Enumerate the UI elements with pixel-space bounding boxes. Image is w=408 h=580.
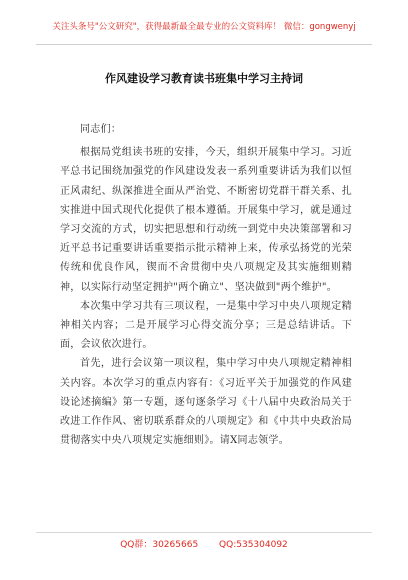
- paragraph: 首先，进行会议第一项议程，集中学习中央八项规定精神相关内容。本次学习的重点内容有：《习近平关于加强党的作风建设论述摘编》第一专题，逐句逐条学习《十八届中央政治局关于改进工作作风、密切联系群众的八项规定》和《中共中央政治局贯彻落实中央八项规定实施细则》。请X同志领学。: [60, 358, 352, 447]
- paragraph: 本次集中学习共有三项议程，一是集中学习中央八项规定精神相关内容；二是开展学习心得交流分享；三是总结讲话。下面，会议依次进行。: [60, 300, 352, 351]
- footer-divider: [36, 532, 372, 533]
- page-footer: [0, 537, 408, 550]
- document-title: 作风建设学习教育读书班集中学习主持词: [105, 72, 303, 85]
- paragraph: 根据局党组读书班的安排，今天，组织开展集中学习。习近平总书记围绕加强党的作风建设发表一系列重要讲话为我们以恒正风肃纪、纵深推进全面从严治党、不断密切党群干群关系、扎实推进中国式现代化提供了根本遵循。开展集中学习，就是通过学习交流的方式，切实把思想和行动统一到党中央决策部署和习近平总书记重要讲话重要指示批示精神上来，传承弘扬党的光荣传统和优良作风，锲而不舍贯彻中央八项规定及其实施细则精神，以实际行动坚定拥护"两个确立"、坚决做到"两个维护"。: [60, 147, 352, 293]
- salutation: 同志们：: [80, 124, 122, 135]
- footer-qq-contact: QQ:535304092: [219, 540, 288, 550]
- page-header-notice: 关注头条号"公文研究"，获得最新最全最专业的公文资料库！ 微信：gongwenyj: [52, 22, 356, 32]
- header-divider: [36, 44, 372, 45]
- footer-qq-group: QQ群：30265665: [120, 540, 199, 550]
- document-body: [60, 120, 352, 450]
